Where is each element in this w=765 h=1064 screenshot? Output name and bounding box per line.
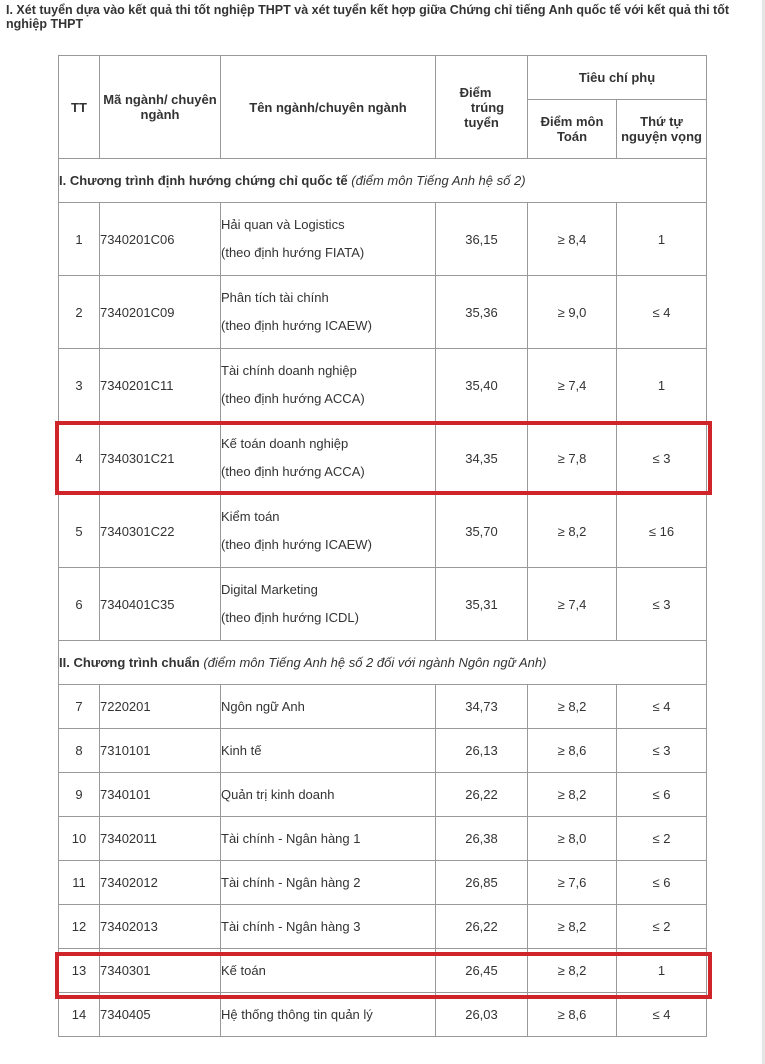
wish-order-criterion: ≤ 6	[617, 773, 707, 817]
admission-score: 35,36	[436, 276, 528, 349]
row-index: 6	[59, 568, 100, 641]
header-order-line1: Thứ tự	[640, 114, 683, 129]
table-row	[59, 685, 707, 729]
admission-score: 35,40	[436, 349, 528, 422]
major-orientation: (theo định hướng ACCA)	[221, 464, 365, 479]
major-name-line: Kế toán doanh nghiệp	[221, 436, 349, 451]
major-code: 7340405	[100, 993, 221, 1037]
major-name	[221, 568, 436, 641]
major-code: 7340401C35	[100, 568, 221, 641]
major-name	[221, 495, 436, 568]
wish-order-criterion: ≤ 2	[617, 905, 707, 949]
wish-order-criterion: 1	[617, 349, 707, 422]
wish-order-criterion: ≤ 2	[617, 817, 707, 861]
major-orientation: (theo định hướng ICDL)	[221, 610, 359, 625]
major-name: Quản trị kinh doanh	[221, 773, 436, 817]
math-score-criterion: ≥ 7,6	[528, 861, 617, 905]
math-score-criterion: ≥ 8,2	[528, 949, 617, 993]
table-row	[59, 568, 707, 641]
admission-score: 26,22	[436, 905, 528, 949]
major-name: Hệ thống thông tin quản lý	[221, 993, 436, 1037]
admission-score: 35,70	[436, 495, 528, 568]
major-code: 7310101	[100, 729, 221, 773]
table-row	[59, 905, 707, 949]
table-row	[59, 495, 707, 568]
wish-order-criterion: ≤ 4	[617, 276, 707, 349]
major-orientation: (theo định hướng ICAEW)	[221, 537, 372, 552]
admission-score: 34,73	[436, 685, 528, 729]
header-math-line2: Toán	[556, 129, 588, 144]
header-code: Mã ngành/ chuyên ngành	[100, 56, 221, 159]
major-orientation: (theo định hướng ICAEW)	[221, 318, 372, 333]
math-score-criterion: ≥ 8,0	[528, 817, 617, 861]
math-score-criterion: ≥ 9,0	[528, 276, 617, 349]
row-index: 10	[59, 817, 100, 861]
math-score-criterion: ≥ 7,4	[528, 349, 617, 422]
row-index: 7	[59, 685, 100, 729]
header-order	[617, 100, 707, 159]
table-row	[59, 349, 707, 422]
table-row	[59, 949, 707, 993]
row-index: 11	[59, 861, 100, 905]
wish-order-criterion: ≤ 3	[617, 568, 707, 641]
table-row	[59, 422, 707, 495]
admission-score: 26,45	[436, 949, 528, 993]
major-name	[221, 203, 436, 276]
admission-score: 26,22	[436, 773, 528, 817]
major-code: 7340201C06	[100, 203, 221, 276]
section-title: II. Chương trình chuẩn	[59, 654, 200, 670]
row-index: 1	[59, 203, 100, 276]
major-name: Tài chính - Ngân hàng 1	[221, 817, 436, 861]
header-score-line2: trúng	[470, 99, 505, 115]
row-index: 13	[59, 949, 100, 993]
section-row	[59, 641, 707, 685]
table-row	[59, 276, 707, 349]
math-score-criterion: ≥ 7,4	[528, 568, 617, 641]
major-name	[221, 276, 436, 349]
major-name: Tài chính - Ngân hàng 2	[221, 861, 436, 905]
major-code: 7340201C11	[100, 349, 221, 422]
header-score-line3: tuyển	[464, 114, 499, 130]
section-note: (điểm môn Tiếng Anh hệ số 2)	[351, 172, 526, 188]
math-score-criterion: ≥ 8,2	[528, 773, 617, 817]
major-code: 73402012	[100, 861, 221, 905]
admission-score-table	[58, 55, 707, 1037]
major-orientation: (theo định hướng FIATA)	[221, 245, 365, 260]
header-score	[436, 56, 528, 159]
section-row	[59, 159, 707, 203]
row-index: 3	[59, 349, 100, 422]
wish-order-criterion: ≤ 16	[617, 495, 707, 568]
table-row	[59, 203, 707, 276]
section-title: I. Chương trình định hướng chứng chỉ quốc tế	[59, 172, 348, 188]
row-index: 14	[59, 993, 100, 1037]
major-code: 73402013	[100, 905, 221, 949]
major-orientation: (theo định hướng ACCA)	[221, 391, 365, 406]
header-math	[528, 100, 617, 159]
math-score-criterion: ≥ 8,2	[528, 905, 617, 949]
wish-order-criterion: ≤ 6	[617, 861, 707, 905]
row-index: 8	[59, 729, 100, 773]
header-math-line1: Điểm môn	[540, 114, 604, 129]
table-row	[59, 729, 707, 773]
admission-score: 26,38	[436, 817, 528, 861]
header-name: Tên ngành/chuyên ngành	[221, 56, 436, 159]
table-row	[59, 861, 707, 905]
math-score-criterion: ≥ 8,6	[528, 993, 617, 1037]
section-note: (điểm môn Tiếng Anh hệ số 2 đối với ngành Ngôn ngữ Anh)	[203, 654, 547, 670]
major-name-line: Kiểm toán	[221, 509, 280, 524]
math-score-criterion: ≥ 8,2	[528, 495, 617, 568]
major-name-line: Phân tích tài chính	[221, 290, 329, 305]
major-name	[221, 422, 436, 495]
math-score-criterion: ≥ 7,8	[528, 422, 617, 495]
wish-order-criterion: ≤ 4	[617, 993, 707, 1037]
admission-score: 26,13	[436, 729, 528, 773]
major-name-line: Tài chính doanh nghiệp	[221, 363, 357, 378]
major-name: Kinh tế	[221, 729, 436, 773]
major-code: 73402011	[100, 817, 221, 861]
header-order-line2: nguyện vọng	[621, 129, 702, 144]
math-score-criterion: ≥ 8,4	[528, 203, 617, 276]
major-code: 7340301C21	[100, 422, 221, 495]
row-index: 4	[59, 422, 100, 495]
major-name: Tài chính - Ngân hàng 3	[221, 905, 436, 949]
admission-score: 35,31	[436, 568, 528, 641]
wish-order-criterion: 1	[617, 203, 707, 276]
admission-score: 26,85	[436, 861, 528, 905]
admission-score: 36,15	[436, 203, 528, 276]
admission-score: 34,35	[436, 422, 528, 495]
admission-score: 26,03	[436, 993, 528, 1037]
math-score-criterion: ≥ 8,2	[528, 685, 617, 729]
major-name	[221, 349, 436, 422]
major-name-line: Digital Marketing	[221, 582, 318, 597]
row-index: 5	[59, 495, 100, 568]
header-tt: TT	[59, 56, 100, 159]
wish-order-criterion: ≤ 3	[617, 422, 707, 495]
major-code: 7340301	[100, 949, 221, 993]
header-criteria: Tiêu chí phụ	[528, 56, 707, 100]
row-index: 12	[59, 905, 100, 949]
section-heading	[59, 641, 707, 685]
header-score-line1: Điểm	[459, 84, 492, 100]
wish-order-criterion: ≤ 4	[617, 685, 707, 729]
major-name-line: Hải quan và Logistics	[221, 217, 345, 232]
major-code: 7340201C09	[100, 276, 221, 349]
table-row	[59, 993, 707, 1037]
row-index: 9	[59, 773, 100, 817]
major-name: Kế toán	[221, 949, 436, 993]
major-code: 7340301C22	[100, 495, 221, 568]
major-name: Ngôn ngữ Anh	[221, 685, 436, 729]
math-score-criterion: ≥ 8,6	[528, 729, 617, 773]
major-code: 7340101	[100, 773, 221, 817]
wish-order-criterion: ≤ 3	[617, 729, 707, 773]
table-row	[59, 817, 707, 861]
page-title: I. Xét tuyển dựa vào kết quả thi tốt nghiệp THPT và xét tuyển kết hợp giữa Chứng chỉ tiếng Anh quốc tế với kết quả thi tốt nghiệp THPT	[6, 3, 729, 31]
row-index: 2	[59, 276, 100, 349]
table-row	[59, 773, 707, 817]
section-heading	[59, 159, 707, 203]
wish-order-criterion: 1	[617, 949, 707, 993]
major-code: 7220201	[100, 685, 221, 729]
